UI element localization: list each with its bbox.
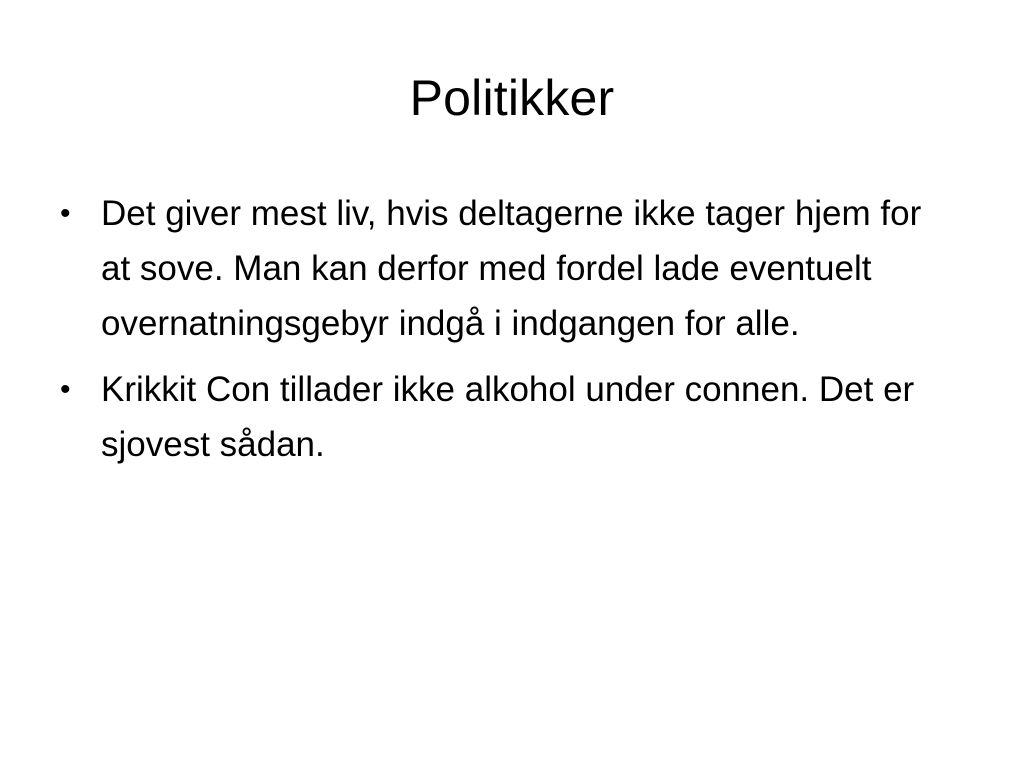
bullet-marker: • xyxy=(60,197,71,230)
bullet-text: Krikkit Con tillader ikke alkohol under connen. Det er sjovest sådan. xyxy=(101,370,915,464)
bullet-marker: • xyxy=(60,373,71,406)
slide-title: Politikker xyxy=(409,70,615,126)
bullet-list xyxy=(60,186,960,483)
bullet-item xyxy=(60,362,960,472)
bullet-item xyxy=(60,186,960,351)
bullet-text: Det giver mest liv, hvis deltagerne ikke tager hjem for at sove. Man kan derfor med fordel lade eventuelt overnatningsgebyr indgå i indgangen for alle. xyxy=(101,194,922,343)
